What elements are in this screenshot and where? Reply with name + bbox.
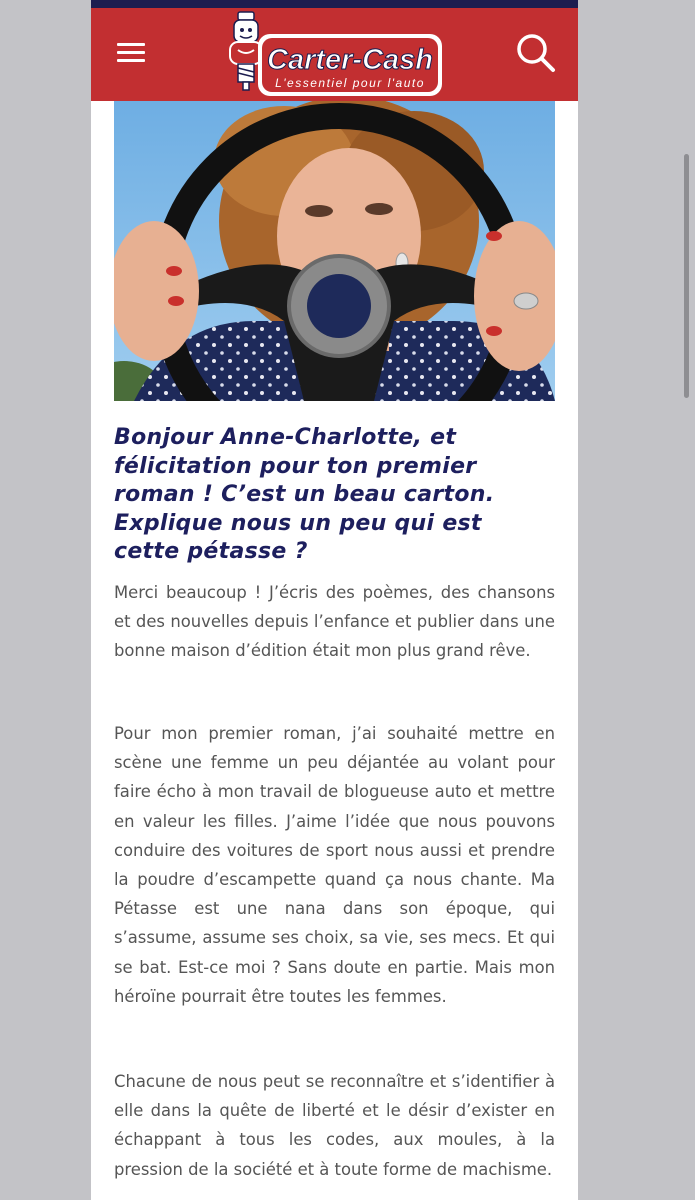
search-icon[interactable] [515, 32, 557, 74]
article-paragraph-3: Chacune de nous peut se reconnaître et s’identifier à elle dans la quête de liberté et le désir d’exister en échappant à tous les codes, aux moules, à la pression de la société et à toute forme de machisme. [114, 1072, 555, 1179]
article-page [91, 0, 578, 1200]
top-strip [91, 0, 578, 8]
logo-graphic [224, 10, 446, 98]
site-header [91, 8, 578, 101]
logo-brand-text: Carter-Cash [267, 44, 433, 76]
search-icon-graphic [515, 32, 557, 74]
mascot-icon [230, 12, 262, 90]
scrollbar[interactable] [684, 154, 689, 398]
site-logo[interactable] [224, 10, 446, 98]
menu-bar-middle [117, 51, 145, 54]
logo-tagline: L'essentiel pour l'auto [275, 76, 425, 90]
article-paragraph-1: Merci beaucoup ! J’écris des poèmes, des chansons et des nouvelles depuis l’enfance et publier dans une bonne maison d’édition était mon plus grand rêve. [114, 583, 555, 661]
hamburger-menu-icon[interactable] [113, 38, 149, 68]
menu-bar-top [117, 43, 145, 46]
hero-image [114, 101, 555, 401]
article-question-title: Bonjour Anne-Charlotte, et félicitation pour ton premier roman ! C’est un beau carton. Explique nous un peu qui est cette pétasse ? [114, 425, 495, 564]
article-paragraph-2: Pour mon premier roman, j’ai souhaité mettre en scène une femme un peu déjantée au volant pour faire écho à mon travail de blogueuse auto et mettre en valeur les filles. J’aime l’idée que nous pouvons conduire des voitures de sport nous aussi et prendre la poudre d’escampette quand ça nous chante. Ma Pétasse est une nana dans son époque, qui s’assume, assume ses choix, sa vie, ses mecs. Et qui se bat. Est-ce moi ? Sans doute en partie. Mais mon héroïne pourrait être toutes les femmes. [114, 724, 555, 1006]
menu-bar-bottom [117, 59, 145, 62]
steering-wheel-photo [114, 101, 555, 401]
